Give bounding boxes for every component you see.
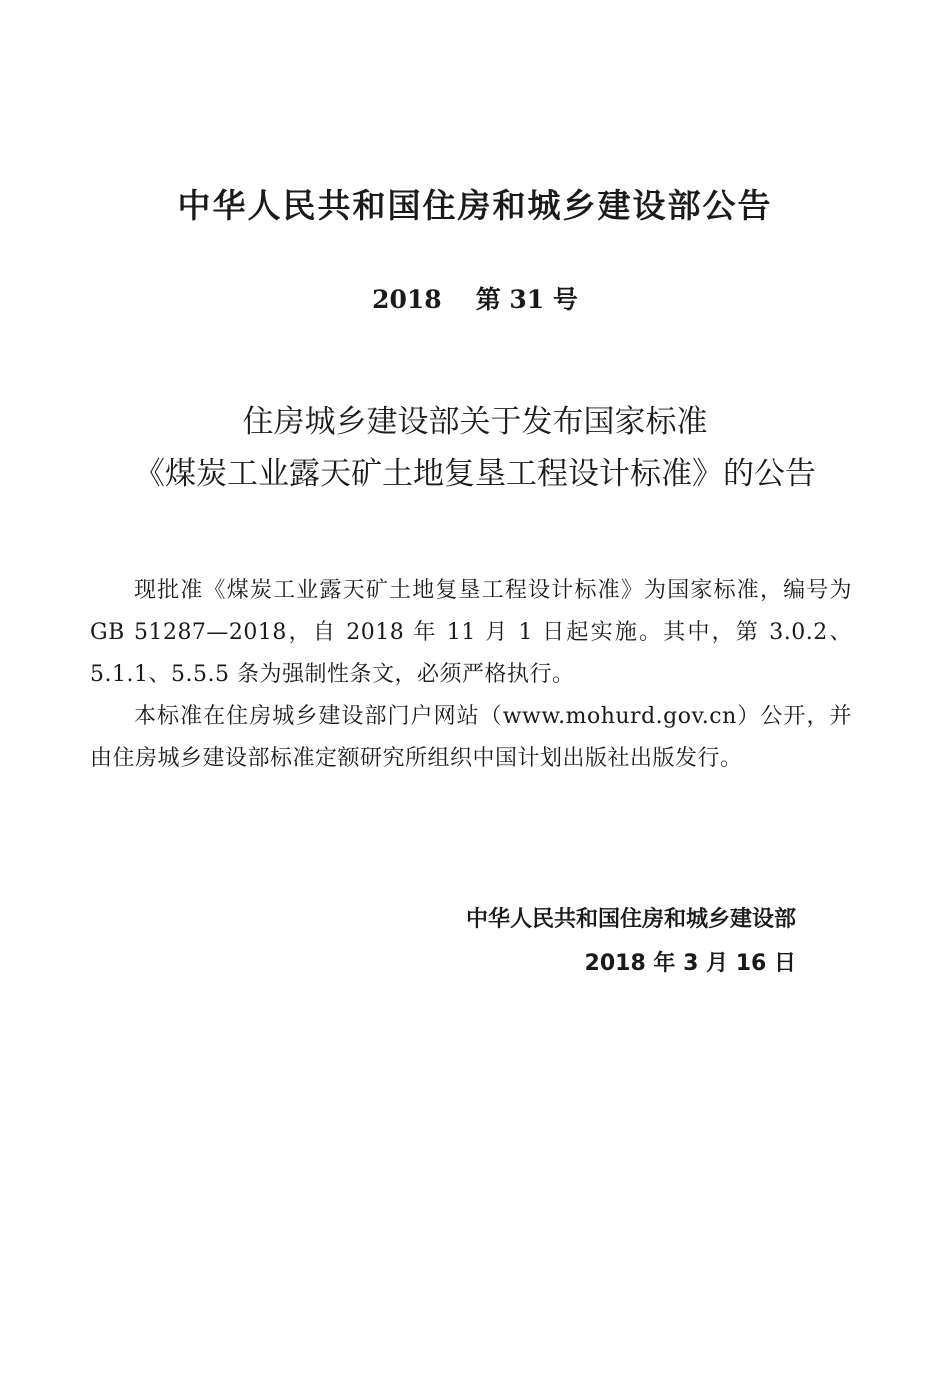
notice-number <box>0 280 950 320</box>
body-paragraph-2: 本标准在住房城乡建设部门户网站（www.mohurd.gov.cn）公开，并由住房城乡建设部标准定额研究所组织中国计划出版社出版发行。 <box>90 704 852 771</box>
notice-sequence: 第 31 号 <box>475 285 578 314</box>
signature-block <box>360 898 796 986</box>
page-title: 中华人民共和国住房和城乡建设部公告 <box>177 186 773 225</box>
subtitle-line-1: 住房城乡建设部关于发布国家标准 <box>242 404 708 440</box>
notice-subtitle <box>0 396 950 500</box>
notice-body <box>90 570 852 780</box>
issuer-name: 中华人民共和国住房和城乡建设部 <box>465 907 796 932</box>
issue-date: 2018 年 3 月 16 日 <box>584 951 796 976</box>
subtitle-line-2: 《煤炭工业露天矿土地复垦工程设计标准》的公告 <box>134 456 816 492</box>
notice-year: 2018 <box>372 285 442 314</box>
body-paragraph-1: 现批准《煤炭工业露天矿土地复垦工程设计标准》为国家标准，编号为 GB 51287—2018，自 2018 年 11 月 1 日起实施。其中，第 3.0.2、5.1.1、5.5.5 条为强制性条文，必须严格执行。 <box>90 578 852 687</box>
